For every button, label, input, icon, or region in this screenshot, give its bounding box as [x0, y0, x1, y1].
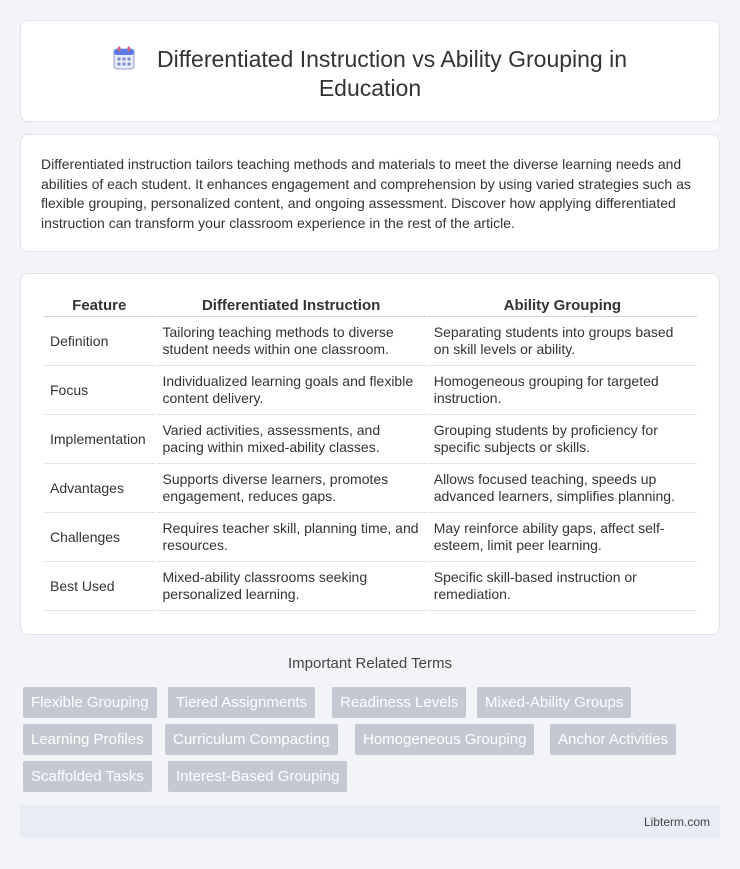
- tag-mixed-ability-groups[interactable]: Mixed-Ability Groups: [477, 687, 631, 718]
- page-title: [21, 45, 719, 103]
- intro-card: [20, 134, 720, 252]
- feature-cell: Challenges: [44, 513, 155, 562]
- table-row: [44, 317, 697, 366]
- tag-learning-profiles[interactable]: Learning Profiles: [23, 724, 152, 755]
- header-card: [20, 20, 720, 122]
- title-line-2: Education: [318, 75, 422, 101]
- ability-grouping-cell: Allows focused teaching, speeds up advanced learners, simplifies planning.: [428, 464, 697, 513]
- feature-cell: Definition: [44, 317, 155, 366]
- header-ability-grouping: Ability Grouping: [428, 296, 697, 317]
- title-line-1: Differentiated Instruction vs Ability Grouping in: [156, 46, 628, 72]
- feature-cell: Advantages: [44, 464, 155, 513]
- differentiated-cell: Supports diverse learners, promotes engagement, reduces gaps.: [157, 464, 426, 513]
- differentiated-cell: Individualized learning goals and flexible content delivery.: [157, 366, 426, 415]
- differentiated-cell: Tailoring teaching methods to diverse student needs within one classroom.: [157, 317, 426, 366]
- tag-anchor-activities[interactable]: Anchor Activities: [550, 724, 676, 755]
- comparison-table: [42, 296, 699, 611]
- feature-cell: Focus: [44, 366, 155, 415]
- ability-grouping-cell: Grouping students by proficiency for specific subjects or skills.: [428, 415, 697, 464]
- tag-readiness-levels[interactable]: Readiness Levels: [332, 687, 466, 718]
- differentiated-cell: Varied activities, assessments, and pacing within mixed-ability classes.: [157, 415, 426, 464]
- calendar-icon: [113, 46, 135, 70]
- footer-site-link[interactable]: Libterm.com: [643, 815, 710, 829]
- tag-flexible-grouping[interactable]: Flexible Grouping: [23, 687, 157, 718]
- tag-tiered-assignments[interactable]: Tiered Assignments: [168, 687, 315, 718]
- intro-text: Differentiated instruction tailors teaching methods and materials to meet the diverse learning needs and abilities of each student. It enhances engagement and comprehension by using varied strategies such as flexible grouping, personalized content, and ongoing assessment. Discover how applying differentiated instruction can transform your classroom experience in the rest of the article.: [41, 156, 691, 231]
- footer: [20, 805, 720, 838]
- ability-grouping-cell: May reinforce ability gaps, affect self-esteem, limit peer learning.: [428, 513, 697, 562]
- table-row: [44, 513, 697, 562]
- comparison-table-card: [20, 273, 720, 635]
- tag-homogeneous-grouping[interactable]: Homogeneous Grouping: [355, 724, 534, 755]
- feature-cell: Implementation: [44, 415, 155, 464]
- tag-curriculum-compacting[interactable]: Curriculum Compacting: [165, 724, 338, 755]
- ability-grouping-cell: Specific skill-based instruction or remediation.: [428, 562, 697, 611]
- table-row: [44, 562, 697, 611]
- ability-grouping-cell: Homogeneous grouping for targeted instruction.: [428, 366, 697, 415]
- header-feature: Feature: [44, 296, 155, 317]
- table-row: [44, 464, 697, 513]
- ability-grouping-cell: Separating students into groups based on skill levels or ability.: [428, 317, 697, 366]
- differentiated-cell: Mixed-ability classrooms seeking personalized learning.: [157, 562, 426, 611]
- table-row: [44, 366, 697, 415]
- differentiated-cell: Requires teacher skill, planning time, and resources.: [157, 513, 426, 562]
- feature-cell: Best Used: [44, 562, 155, 611]
- table-row: [44, 415, 697, 464]
- related-terms-title: Important Related Terms: [288, 655, 452, 672]
- tag-scaffolded-tasks[interactable]: Scaffolded Tasks: [23, 761, 152, 792]
- tag-interest-based-grouping[interactable]: Interest-Based Grouping: [168, 761, 347, 792]
- table-header-row: [44, 296, 697, 317]
- header-differentiated-instruction: Differentiated Instruction: [157, 296, 426, 317]
